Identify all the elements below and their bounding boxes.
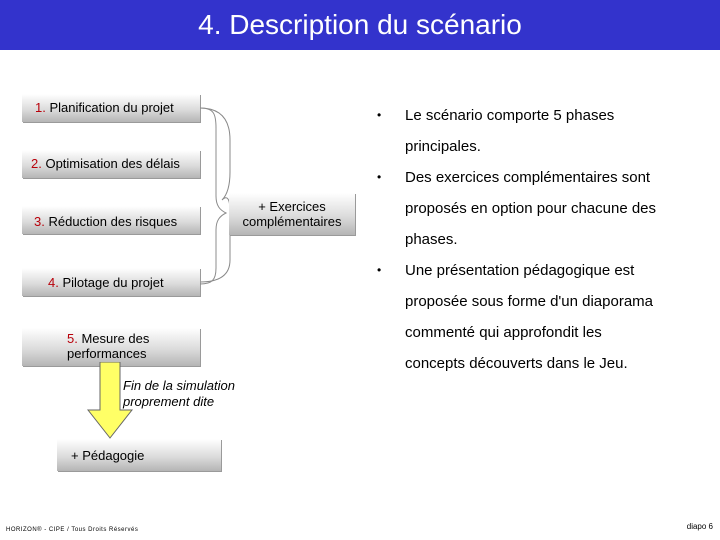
bullet-1-line1: Le scénario comporte 5 phases	[405, 107, 615, 124]
bullet-dot-icon: •	[377, 170, 382, 184]
phase-2-number: 2.	[31, 156, 42, 171]
phase-3-number: 3.	[34, 214, 45, 229]
bullet-dot-icon: •	[377, 108, 382, 122]
bullet-item	[370, 162, 705, 255]
exercises-line2: complémentaires	[242, 214, 342, 229]
phase-1-number: 1.	[35, 100, 46, 115]
end-label-line2: proprement dite	[123, 394, 215, 409]
bullet-2-line3: phases.	[405, 231, 458, 248]
bullet-list	[370, 100, 705, 379]
bullet-1-line2: principales.	[405, 138, 481, 155]
pedagogy-label: + Pédagogie	[71, 448, 145, 463]
exercises-line1: + Exercices	[258, 199, 326, 214]
slide-title: 4. Description du scénario	[198, 9, 522, 40]
phase-3-label: Réduction des risques	[48, 214, 178, 229]
phase-4-label: Pilotage du projet	[62, 275, 164, 290]
phase-5-label-line2: performances	[67, 346, 147, 361]
bullet-3-line1: Une présentation pédagogique est	[405, 262, 635, 279]
bullet-2-line2: proposés en option pour chacune des	[405, 200, 657, 217]
bullet-2-line1: Des exercices complémentaires sont	[405, 169, 651, 186]
phase-5-number: 5.	[67, 331, 78, 346]
phase-4-number: 4.	[48, 275, 59, 290]
bullet-item	[370, 255, 705, 379]
end-of-simulation-label	[123, 378, 253, 410]
bullet-3-line3: commenté qui approfondit les	[405, 324, 602, 341]
bullet-dot-icon: •	[377, 263, 382, 277]
end-label-line1: Fin de la simulation	[123, 378, 235, 393]
bullet-3-line2: proposée sous forme d'un diaporama	[405, 293, 654, 310]
bullet-3-line4: concepts découverts dans le Jeu.	[405, 355, 628, 372]
pedagogy-box	[57, 439, 221, 471]
footer-slide-number: diapo 6	[686, 522, 713, 531]
phase-2-label: Optimisation des délais	[45, 156, 180, 171]
exercises-box	[229, 193, 355, 235]
phase-1-label: Planification du projet	[49, 100, 174, 115]
phase-5-label: Mesure des	[81, 331, 150, 346]
footer-copyright: HORIZON® - CIPE / Tous Droits Réservés	[6, 527, 139, 533]
bullet-item	[370, 100, 705, 162]
